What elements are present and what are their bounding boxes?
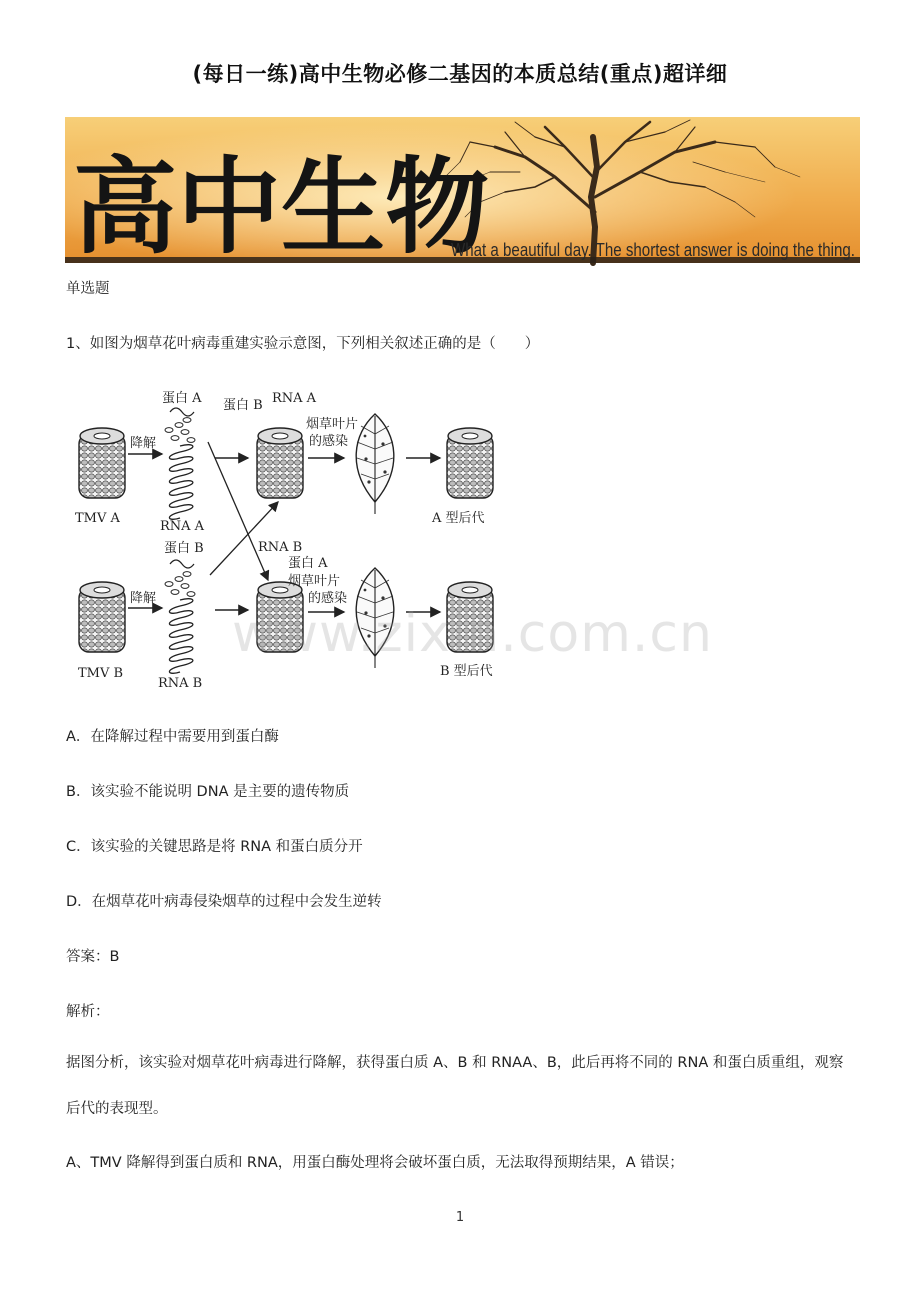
label-protein-a-top: 蛋白 A (288, 556, 328, 571)
analysis-option-a: A、TMV 降解得到蛋白质和 RNA，用蛋白酶处理将会破坏蛋白质，无法取得预期结果，A 错误； (66, 1155, 684, 1171)
banner-slogan: What a beautiful day. The shortest answer is doing the thing. (451, 239, 855, 260)
label-rna-b: RNA B (158, 676, 203, 691)
label-protein-b-top: 蛋白 B (223, 398, 263, 413)
label-infect-b-2: 的感染 (308, 591, 348, 606)
page-number: 1 (455, 1210, 465, 1225)
label-infect-a-2: 的感染 (309, 434, 349, 449)
protein-b-pellets (165, 572, 195, 597)
question-stem: 1、如图为烟草花叶病毒重建实验示意图，下列相关叙述正确的是（ ） (66, 336, 540, 352)
label-rna-b-top: RNA B (258, 540, 303, 555)
label-tmv-a: TMV A (75, 511, 120, 526)
option-c: C．该实验的关键思路是将 RNA 和蛋白质分开 (66, 839, 363, 855)
banner-image (65, 117, 860, 268)
label-rna-a: RNA A (160, 519, 205, 534)
option-b: B．该实验不能说明 DNA 是主要的遗传物质 (66, 784, 350, 800)
label-rna-a-top: RNA A (272, 391, 317, 406)
rna-a-coil (169, 445, 192, 520)
option-d: D．在烟草花叶病毒侵染烟草的过程中会发生逆转 (66, 894, 382, 910)
label-degrade-a: 降解 (130, 436, 157, 451)
tobacco-leaf-a (356, 414, 394, 514)
rna-b-coil (169, 599, 192, 674)
reconstructed-virus-a (257, 428, 303, 498)
arrow-protein-b-to-a (210, 502, 278, 575)
tmv-b-virus (79, 582, 125, 652)
option-a: A．在降解过程中需要用到蛋白酶 (66, 729, 279, 745)
label-offspring-b: B 型后代 (440, 664, 493, 679)
label-infect-a-1: 烟草叶片 (306, 417, 359, 432)
analysis-label: 解析： (66, 1004, 110, 1020)
label-tmv-b: TMV B (78, 666, 124, 681)
label-infect-b-1: 烟草叶片 (288, 574, 341, 589)
analysis-paragraph: 据图分析，该实验对烟草花叶病毒进行降解，获得蛋白质 A、B 和 RNAA、B，此后再将不同的 RNA 和蛋白质重组，观察后代的表现型。 (66, 1055, 844, 1117)
offspring-a-virus (447, 428, 493, 498)
protein-a-pellets (165, 418, 195, 443)
tmv-a-virus (79, 428, 125, 498)
banner-heading: 高中生物 (73, 145, 490, 268)
document-title: (每日一练)高中生物必修二基因的本质总结(重点)超详细 (192, 62, 728, 86)
watermark: www.zixin.com.cn (232, 604, 713, 664)
label-protein-b: 蛋白 B (164, 541, 204, 556)
section-heading: 单选题 (66, 281, 110, 297)
label-offspring-a: A 型后代 (432, 511, 485, 526)
answer: 答案：B (66, 949, 120, 965)
label-protein-a: 蛋白 A (162, 391, 202, 406)
label-degrade-b: 降解 (130, 591, 157, 606)
